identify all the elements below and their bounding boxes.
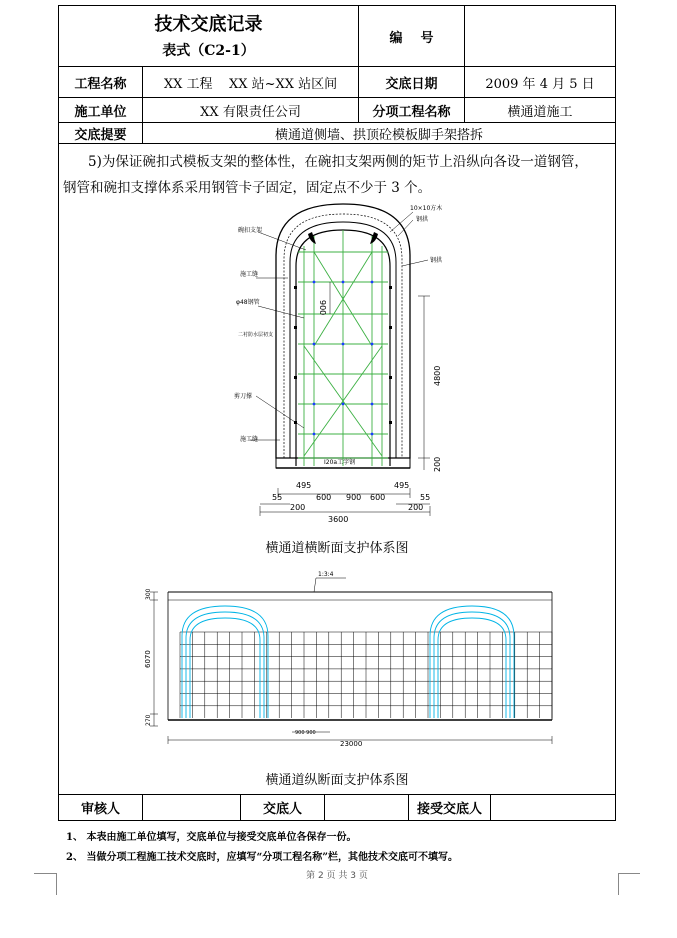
reviewer-label: 审核人 [80,802,120,817]
note-1: 1、 本表由施工单位填写，交底单位与接受交底单位各保存一份。 [66,832,357,843]
dim-495-left: 495 [296,481,312,490]
dim-200-b: 200 [408,503,424,512]
dim-900-b: 900 [346,493,362,502]
label-wood: 10×10方木 [410,205,443,212]
date-label: 交底日期 [385,76,438,92]
dim-23000: 23000 [340,740,363,748]
label-beam: 钢拱 [416,216,429,223]
label-beam-2: 钢拱 [430,257,443,264]
number-value [465,6,615,66]
paragraph-line-2: 钢管和碗扣支撑体系采用钢管卡子固定，固定点不少于 3 个。 [63,180,432,196]
label-work-joint: 施工缝 [240,271,259,278]
label-pipe: φ48钢管 [236,299,260,306]
date-value: 2009 年 4 月 5 日 [485,76,595,92]
document-title: 技术交底记录 [154,14,263,35]
unit-label: 施工单位 [74,104,127,120]
sub-project-label: 分项工程名称 [372,104,451,120]
receiver-label: 接受交底人 [416,802,482,817]
summary-value: 横通道侧墙、拱顶砼模板脚手架搭拆 [274,127,483,143]
project-name-value: XX 工程 XX 站~XX 站区间 [163,76,338,92]
receiver-value [491,795,615,820]
longitudinal-section-diagram [140,570,560,750]
sub-project-value: 横通道施工 [507,104,573,120]
dim-55: 55 [272,493,283,502]
project-name-label: 工程名称 [74,76,127,92]
unit-value: XX 有限责任公司 [200,104,301,120]
dim-200-right: 200 [433,456,442,472]
dim-600-a: 600 [316,493,332,502]
figure1-caption: 横通道横断面支护体系图 [265,540,409,556]
dim-55-b: 55 [420,493,431,502]
dim-200-a: 200 [290,503,306,512]
dim-300: 300 [145,588,152,600]
dim-600-b: 600 [370,493,386,502]
cross-section-diagram [218,196,468,526]
dim-900: 900 [318,300,327,316]
dim-4800: 4800 [433,365,442,386]
dim-495-right: 495 [394,481,410,490]
discloser-value [325,795,408,820]
dim-3600: 3600 [328,515,349,524]
summary-label: 交底提要 [74,127,127,143]
number-label: 编 号 [389,30,434,46]
reviewer-value [143,795,240,820]
form-code: 表式（C2-1） [162,43,255,59]
label-seal: 二衬防水层初支 [238,332,274,338]
label-brace: 剪刀撑 [234,393,253,400]
dim-6070: 6070 [144,650,152,668]
dim-900-pair: 900 900 [295,730,316,736]
dim-270: 270 [145,714,152,726]
label-bottom-beam: I20a工字钢 [324,459,356,466]
label-top: 1:3:4 [318,571,334,578]
label-support: 碗扣支架 [238,227,263,234]
note-2: 2、 当做分项工程施工技术交底时，应填写“分项工程名称”栏，其他技术交底可不填写。 [66,852,458,863]
discloser-label: 交底人 [262,802,302,817]
paragraph-line-1: 5)为保证碗扣式模板支架的整体性，在碗扣支架两侧的矩节上沿纵向各设一道钢管， [88,154,588,170]
label-work-joint-2: 施工缝 [240,436,259,443]
page-number: 第 2 页 共 3 页 [306,870,368,881]
figure2-caption: 横通道纵断面支护体系图 [265,772,409,788]
